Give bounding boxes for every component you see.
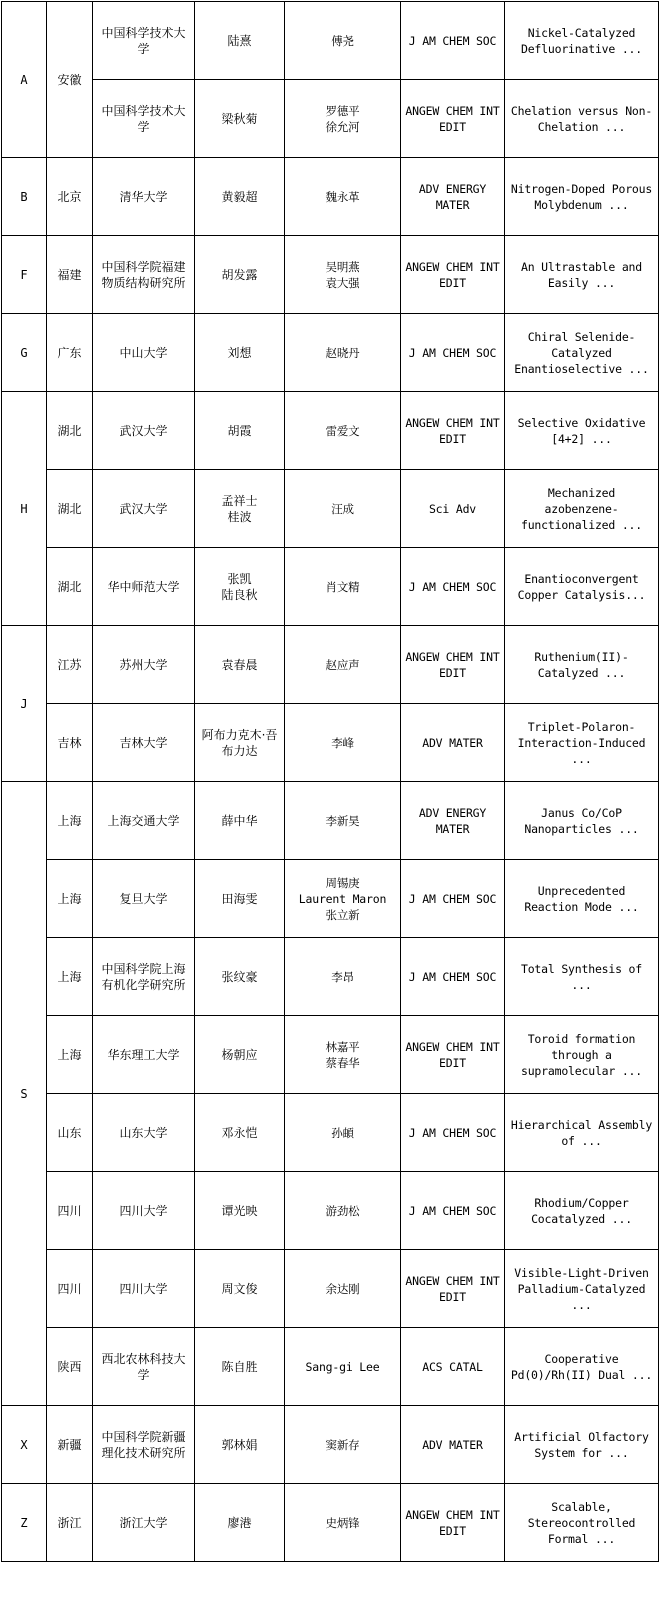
institution-cell: 中国科学院福建物质结构研究所 [93, 236, 195, 314]
journal-cell: ADV MATER [401, 1406, 505, 1484]
corresponding-author-cell: 傅尧 [285, 2, 401, 80]
province-cell: 湖北 [47, 548, 93, 626]
table-row [2, 1328, 659, 1406]
table-body [2, 2, 659, 1562]
journal-cell: Sci Adv [401, 470, 505, 548]
paper-title-cell: Total Synthesis of ... [505, 938, 659, 1016]
province-cell: 上海 [47, 938, 93, 1016]
first-author-cell: 黄毅超 [195, 158, 285, 236]
corresponding-author-cell: 赵晓丹 [285, 314, 401, 392]
institution-cell: 苏州大学 [93, 626, 195, 704]
institution-cell: 西北农林科技大学 [93, 1328, 195, 1406]
paper-title-cell: Selective Oxidative [4+2] ... [505, 392, 659, 470]
province-cell: 陕西 [47, 1328, 93, 1406]
table-row [2, 1484, 659, 1562]
group-letter-cell: G [2, 314, 47, 392]
corresponding-author-cell: 李峰 [285, 704, 401, 782]
journal-cell: ADV ENERGY MATER [401, 158, 505, 236]
province-cell: 上海 [47, 1016, 93, 1094]
paper-title-cell: An Ultrastable and Easily ... [505, 236, 659, 314]
group-letter-cell: B [2, 158, 47, 236]
corresponding-author-cell: 周锡庚 Laurent Maron 张立新 [285, 860, 401, 938]
table-row [2, 470, 659, 548]
journal-cell: ANGEW CHEM INT EDIT [401, 1250, 505, 1328]
table-row [2, 80, 659, 158]
corresponding-author-cell: 雷爱文 [285, 392, 401, 470]
table-row [2, 938, 659, 1016]
table-row [2, 236, 659, 314]
table-row [2, 314, 659, 392]
group-letter-cell: H [2, 392, 47, 626]
journal-cell: ANGEW CHEM INT EDIT [401, 1484, 505, 1562]
paper-title-cell: Mechanized azobenzene-functionalized ... [505, 470, 659, 548]
province-cell: 湖北 [47, 470, 93, 548]
institution-cell: 中国科学技术大学 [93, 80, 195, 158]
first-author-cell: 薛中华 [195, 782, 285, 860]
province-cell: 四川 [47, 1172, 93, 1250]
institution-cell: 四川大学 [93, 1172, 195, 1250]
paper-title-cell: Artificial Olfactory System for ... [505, 1406, 659, 1484]
papers-table [1, 1, 659, 1562]
group-letter-cell: Z [2, 1484, 47, 1562]
table-row [2, 392, 659, 470]
journal-cell: J AM CHEM SOC [401, 860, 505, 938]
group-letter-cell: F [2, 236, 47, 314]
institution-cell: 武汉大学 [93, 470, 195, 548]
paper-title-cell: Visible-Light-Driven Palladium-Catalyzed ... [505, 1250, 659, 1328]
corresponding-author-cell: 李昂 [285, 938, 401, 1016]
paper-title-cell: Rhodium/Copper Cocatalyzed ... [505, 1172, 659, 1250]
paper-title-cell: Cooperative Pd(0)/Rh(II) Dual ... [505, 1328, 659, 1406]
province-cell: 湖北 [47, 392, 93, 470]
province-cell: 安徽 [47, 2, 93, 158]
corresponding-author-cell: 汪成 [285, 470, 401, 548]
paper-title-cell: Enantioconvergent Copper Catalysis... [505, 548, 659, 626]
first-author-cell: 孟祥士 桂波 [195, 470, 285, 548]
paper-title-cell: Scalable, Stereocontrolled Formal ... [505, 1484, 659, 1562]
table-row [2, 158, 659, 236]
first-author-cell: 陆熹 [195, 2, 285, 80]
institution-cell: 中国科学院上海有机化学研究所 [93, 938, 195, 1016]
paper-title-cell: Ruthenium(II)-Catalyzed ... [505, 626, 659, 704]
paper-title-cell: Nickel-Catalyzed Defluorinative ... [505, 2, 659, 80]
first-author-cell: 刘想 [195, 314, 285, 392]
journal-cell: J AM CHEM SOC [401, 1172, 505, 1250]
province-cell: 吉林 [47, 704, 93, 782]
province-cell: 山东 [47, 1094, 93, 1172]
institution-cell: 上海交通大学 [93, 782, 195, 860]
province-cell: 北京 [47, 158, 93, 236]
journal-cell: J AM CHEM SOC [401, 938, 505, 1016]
paper-title-cell: Toroid formation through a supramolecular ... [505, 1016, 659, 1094]
first-author-cell: 廖港 [195, 1484, 285, 1562]
table-row [2, 782, 659, 860]
table-row [2, 626, 659, 704]
corresponding-author-cell: 史炳锋 [285, 1484, 401, 1562]
table-row [2, 1250, 659, 1328]
journal-cell: ANGEW CHEM INT EDIT [401, 80, 505, 158]
group-letter-cell: J [2, 626, 47, 782]
first-author-cell: 胡发露 [195, 236, 285, 314]
paper-title-cell: Chiral Selenide-Catalyzed Enantioselective ... [505, 314, 659, 392]
institution-cell: 四川大学 [93, 1250, 195, 1328]
first-author-cell: 袁春晨 [195, 626, 285, 704]
paper-title-cell: Triplet-Polaron-Interaction-Induced ... [505, 704, 659, 782]
group-letter-cell: A [2, 2, 47, 158]
paper-title-cell: Nitrogen-Doped Porous Molybdenum ... [505, 158, 659, 236]
paper-title-cell: Unprecedented Reaction Mode ... [505, 860, 659, 938]
first-author-cell: 邓永恺 [195, 1094, 285, 1172]
table-row [2, 548, 659, 626]
first-author-cell: 田海雯 [195, 860, 285, 938]
first-author-cell: 张凯 陆良秋 [195, 548, 285, 626]
institution-cell: 吉林大学 [93, 704, 195, 782]
institution-cell: 中国科学技术大学 [93, 2, 195, 80]
journal-cell: ANGEW CHEM INT EDIT [401, 1016, 505, 1094]
province-cell: 江苏 [47, 626, 93, 704]
corresponding-author-cell: 李新昊 [285, 782, 401, 860]
corresponding-author-cell: 罗德平 徐允河 [285, 80, 401, 158]
journal-cell: ADV ENERGY MATER [401, 782, 505, 860]
first-author-cell: 郭林娟 [195, 1406, 285, 1484]
journal-cell: ACS CATAL [401, 1328, 505, 1406]
table-row [2, 860, 659, 938]
province-cell: 四川 [47, 1250, 93, 1328]
institution-cell: 浙江大学 [93, 1484, 195, 1562]
institution-cell: 山东大学 [93, 1094, 195, 1172]
province-cell: 广东 [47, 314, 93, 392]
province-cell: 上海 [47, 782, 93, 860]
first-author-cell: 梁秋菊 [195, 80, 285, 158]
first-author-cell: 陈自胜 [195, 1328, 285, 1406]
corresponding-author-cell: 魏永革 [285, 158, 401, 236]
first-author-cell: 胡霞 [195, 392, 285, 470]
first-author-cell: 周文俊 [195, 1250, 285, 1328]
table-row [2, 1406, 659, 1484]
journal-cell: ANGEW CHEM INT EDIT [401, 236, 505, 314]
corresponding-author-cell: 余达刚 [285, 1250, 401, 1328]
table-row [2, 704, 659, 782]
corresponding-author-cell: 游劲松 [285, 1172, 401, 1250]
first-author-cell: 谭光映 [195, 1172, 285, 1250]
table-row [2, 1172, 659, 1250]
paper-title-cell: Chelation versus Non-Chelation ... [505, 80, 659, 158]
institution-cell: 清华大学 [93, 158, 195, 236]
corresponding-author-cell: Sang-gi Lee [285, 1328, 401, 1406]
corresponding-author-cell: 窦新存 [285, 1406, 401, 1484]
province-cell: 浙江 [47, 1484, 93, 1562]
institution-cell: 复旦大学 [93, 860, 195, 938]
group-letter-cell: X [2, 1406, 47, 1484]
institution-cell: 武汉大学 [93, 392, 195, 470]
paper-title-cell: Hierarchical Assembly of ... [505, 1094, 659, 1172]
institution-cell: 华东理工大学 [93, 1016, 195, 1094]
corresponding-author-cell: 吴明燕 袁大强 [285, 236, 401, 314]
corresponding-author-cell: 赵应声 [285, 626, 401, 704]
journal-cell: ADV MATER [401, 704, 505, 782]
table-row [2, 1094, 659, 1172]
journal-cell: ANGEW CHEM INT EDIT [401, 626, 505, 704]
table-row [2, 2, 659, 80]
corresponding-author-cell: 孙頔 [285, 1094, 401, 1172]
journal-cell: J AM CHEM SOC [401, 314, 505, 392]
institution-cell: 华中师范大学 [93, 548, 195, 626]
corresponding-author-cell: 林嘉平 蔡春华 [285, 1016, 401, 1094]
journal-cell: J AM CHEM SOC [401, 1094, 505, 1172]
journal-cell: J AM CHEM SOC [401, 2, 505, 80]
corresponding-author-cell: 肖文精 [285, 548, 401, 626]
group-letter-cell: S [2, 782, 47, 1406]
first-author-cell: 张纹豪 [195, 938, 285, 1016]
journal-cell: ANGEW CHEM INT EDIT [401, 392, 505, 470]
institution-cell: 中国科学院新疆理化技术研究所 [93, 1406, 195, 1484]
journal-cell: J AM CHEM SOC [401, 548, 505, 626]
province-cell: 上海 [47, 860, 93, 938]
province-cell: 福建 [47, 236, 93, 314]
first-author-cell: 杨朝应 [195, 1016, 285, 1094]
province-cell: 新疆 [47, 1406, 93, 1484]
institution-cell: 中山大学 [93, 314, 195, 392]
first-author-cell: 阿布力克木·吾布力达 [195, 704, 285, 782]
table-row [2, 1016, 659, 1094]
paper-title-cell: Janus Co/CoP Nanoparticles ... [505, 782, 659, 860]
